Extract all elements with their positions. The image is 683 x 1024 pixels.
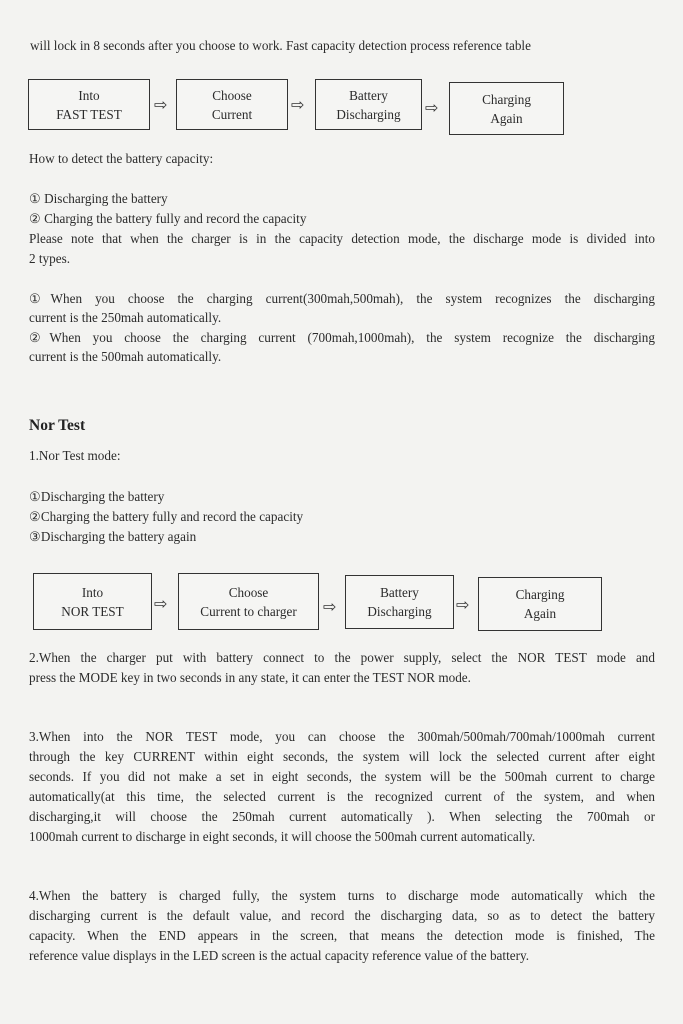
- para-2-line: press the MODE key in two seconds in any state, it can enter the TEST NOR mode.: [29, 670, 471, 685]
- para-3-line: 3.When into the NOR TEST mode, you can choose the 300mah/500mah/700mah/1000mah current: [29, 729, 655, 744]
- para-3-line: 1000mah current to discharge in eight seconds, it will choose the 500mah current automatically.: [29, 829, 536, 844]
- discharge-type-1-line: ①When you choose the charging current(300mah,500mah), the system recognizes the discharging: [29, 291, 655, 306]
- flow-box-line: Charging: [482, 91, 531, 107]
- nor-item-2: ②Charging the battery fully and record the capacity: [29, 509, 304, 524]
- detect-item-1: ① Discharging the battery: [29, 191, 168, 206]
- flow-box-line: Again: [523, 606, 557, 621]
- flow-box-line: FAST TEST: [56, 106, 122, 122]
- para-4-line: reference value displays in the LED screen is the actual capacity reference value of the battery.: [29, 948, 530, 963]
- flow-arrow-icon: ⇨: [323, 597, 337, 616]
- detect-item-2: ② Charging the battery fully and record the capacity: [29, 211, 307, 226]
- para-4-line: capacity. When the END appears in the screen, that means the detection mode is finished, The: [29, 928, 655, 943]
- nor-item-1: ①Discharging the battery: [29, 489, 165, 504]
- para-3-line: automatically(at this time, the selected current is the recognized current of the system, and when: [29, 789, 655, 804]
- nor-item-3: ③Discharging the battery again: [29, 529, 197, 544]
- flow-box-into-nor-test: [33, 573, 152, 630]
- discharge-type-1-line: current is the 250mah automatically.: [29, 310, 222, 325]
- nor-test-mode-label: 1.Nor Test mode:: [29, 448, 121, 463]
- para-4-line: 4.When the battery is charged fully, the system turns to discharge mode automatically which the: [29, 888, 655, 903]
- para-2-line: 2.When the charger put with battery connect to the power supply, select the NOR TEST mode and: [29, 650, 655, 665]
- flow-box-line: Charging: [515, 587, 565, 602]
- flow-box-choose-current: [176, 79, 288, 130]
- para-3-line: seconds. If you did not make a set in eight seconds, the system will be the 500mah current to charge: [29, 769, 655, 784]
- flow-box-line: Current: [211, 106, 253, 122]
- flow-box-into-fast-test: [28, 79, 150, 130]
- intro-line: will lock in 8 seconds after you choose to work. Fast capacity detection process reference table: [30, 38, 531, 53]
- para-3-line: through the key CURRENT within eight seconds, the system will lock the selected current after eight: [29, 749, 655, 764]
- para-3-line: discharging,it will choose the 250mah current automatically ). When selecting the 700mah or: [29, 809, 655, 824]
- flow-arrow-icon: ⇨: [456, 595, 470, 614]
- flow-box-line: Again: [490, 110, 523, 126]
- discharge-type-2-line: ②When you choose the charging current (700mah,1000mah), the system recognize the discharging: [29, 330, 655, 345]
- flow-arrow-icon: ⇨: [154, 95, 168, 114]
- flow-box-line: NOR TEST: [61, 603, 124, 619]
- flow-arrow-icon: ⇨: [425, 98, 439, 117]
- flow-box-charging-again: [478, 577, 602, 631]
- flow-box-line: Discharging: [336, 106, 401, 122]
- flow-box-choose-current-to-charger: [178, 573, 319, 630]
- detect-heading: How to detect the battery capacity:: [29, 151, 214, 166]
- flow-box-battery-discharging: [315, 79, 422, 130]
- flow-box-line: Choose: [212, 87, 252, 103]
- detect-note-line: 2 types.: [29, 251, 71, 266]
- flow-box-line: Choose: [228, 584, 269, 600]
- flow-box-line: Battery: [349, 87, 388, 103]
- flow-box-battery-discharging: [345, 575, 454, 629]
- flow-box-charging-again: [449, 82, 564, 135]
- flow-arrow-icon: ⇨: [291, 95, 305, 114]
- flow-box-line: Into: [81, 584, 104, 600]
- flow-arrow-icon: ⇨: [154, 594, 168, 613]
- flow-box-line: Into: [78, 87, 100, 103]
- flow-box-line: Current to charger: [200, 603, 297, 619]
- discharge-type-2-line: current is the 500mah automatically.: [29, 349, 222, 364]
- detect-note-line: Please note that when the charger is in the capacity detection mode, the discharge mode is divided into: [29, 231, 655, 246]
- nor-test-heading: Nor Test: [29, 417, 86, 434]
- flow-box-line: Discharging: [367, 604, 432, 619]
- flow-box-line: Battery: [380, 585, 419, 600]
- para-4-line: discharging current is the default value, and record the discharging data, so as to detect the battery: [29, 908, 655, 923]
